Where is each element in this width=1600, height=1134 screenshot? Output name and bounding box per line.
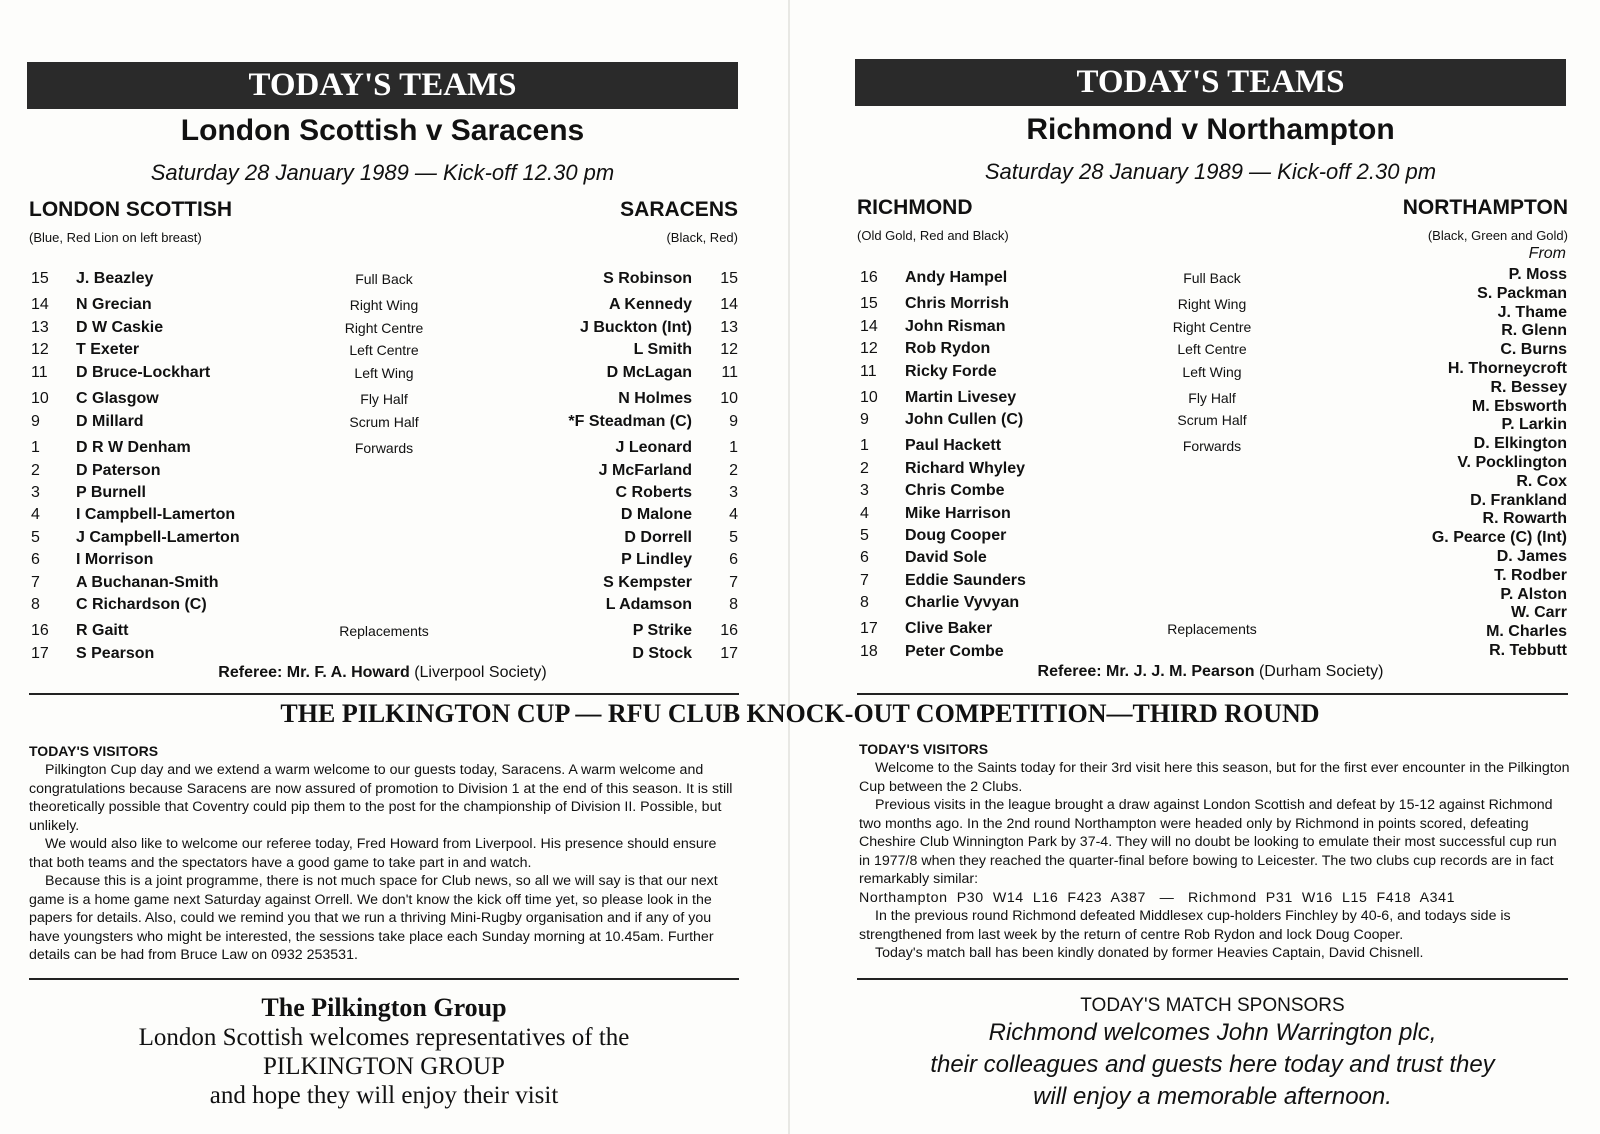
table-row (800, 592, 1360, 614)
squad-player-name: D. Frankland (1470, 491, 1567, 509)
visitors-text (859, 759, 1571, 963)
away-player-name: J Buckton (Int) (580, 319, 692, 336)
player-name: D R W Denham (76, 439, 191, 456)
squad-player-name: P. Alston (1500, 585, 1567, 603)
squad-player-name: T. Rodber (1494, 566, 1567, 584)
player-name: I Morrison (76, 551, 154, 568)
player-name: D Paterson (76, 462, 161, 479)
player-number: 1 (860, 437, 869, 454)
player-number: 5 (860, 527, 869, 544)
home-team-colours: (Blue, Red Lion on left breast) (29, 230, 202, 245)
squad-player-name: P. Larkin (1501, 416, 1567, 434)
player-position: Left Centre (1177, 341, 1247, 357)
player-name: Rob Rydon (905, 340, 991, 357)
player-name: John Cullen (C) (905, 411, 1024, 428)
player-number: 10 (860, 389, 878, 406)
table-row (0, 643, 780, 665)
away-player-name: D Malone (620, 506, 692, 523)
player-number: 17 (31, 645, 49, 662)
table-row (800, 570, 1360, 592)
divider (29, 693, 739, 695)
sponsor-line: PILKINGTON GROUP (263, 1053, 505, 1080)
squad-player-name: V. Pocklington (1457, 454, 1567, 471)
player-position: Fly Half (1188, 390, 1236, 406)
away-player-name: S Kempster (603, 574, 692, 591)
away-player-name: N Holmes (618, 390, 692, 407)
match-title: Richmond v Northampton (1026, 113, 1395, 146)
away-player-number: 7 (729, 574, 738, 591)
paragraph: We would also like to welcome our referee today, Fred Howard from Liverpool. His presence should ensure that both teams and the spectators have a good game to take part in and watch. (29, 836, 717, 871)
away-player-name: S Robinson (603, 270, 692, 287)
away-player-number: 12 (720, 341, 738, 358)
player-number: 11 (31, 364, 48, 381)
sponsor-title: The Pilkington Group (261, 993, 507, 1022)
home-team-colours: (Old Gold, Red and Black) (857, 228, 1009, 243)
player-name: Peter Combe (905, 643, 1004, 660)
table-row (800, 435, 1360, 457)
table-row (0, 482, 780, 504)
away-player-number: 15 (720, 270, 738, 287)
squad-player-name: C. Burns (1500, 341, 1567, 359)
match-date: Saturday 28 January 1989 — Kick-off 2.30 pm (984, 159, 1437, 184)
player-name: Richard Whyley (905, 460, 1026, 477)
squad-player-name: R. Tebbutt (1489, 642, 1567, 659)
away-player-name: L Adamson (605, 596, 692, 613)
away-player-name: L Smith (633, 341, 692, 358)
player-number: 15 (860, 295, 878, 312)
player-number: 6 (860, 549, 869, 566)
away-player-number: 9 (729, 413, 738, 430)
away-player-name: P Lindley (621, 551, 692, 568)
away-player-name: P Strike (632, 622, 692, 639)
player-name: T Exeter (76, 341, 140, 358)
left-page (0, 0, 780, 1134)
table-row (800, 361, 1360, 383)
table-row (0, 317, 780, 339)
table-row (0, 504, 780, 526)
away-player-name: J McFarland (598, 462, 692, 479)
table-row (0, 527, 780, 549)
player-position: Scrum Half (1177, 412, 1247, 428)
away-player-number: 5 (729, 529, 738, 546)
sponsor-line: Richmond welcomes John Warrington plc, (988, 1019, 1437, 1046)
away-player-number: 10 (720, 390, 738, 407)
player-number: 12 (31, 341, 49, 358)
player-position: Right Centre (1172, 319, 1252, 335)
sponsor-line: London Scottish welcomes representatives of the (138, 1024, 630, 1051)
squad-player-name: R. Glenn (1501, 322, 1567, 340)
player-name: D Bruce-Lockhart (76, 364, 211, 381)
club-records: Northampton P30 W14 L16 F423 A387 — Richmond P31 W16 L15 F418 A341 (859, 889, 1456, 906)
referee-line (855, 663, 1566, 681)
referee-name: Referee: Mr. J. J. M. Pearson (1037, 663, 1255, 680)
player-name: J. Beazley (76, 270, 154, 287)
squad-player-name: J. Thame (1497, 303, 1567, 321)
divider (29, 978, 739, 980)
teams-banner: TODAY'S TEAMS (855, 59, 1566, 106)
away-player-name: D Dorrell (624, 529, 692, 546)
player-number: 8 (860, 594, 869, 611)
divider (857, 693, 1568, 695)
away-player-number: 17 (720, 645, 738, 662)
player-number: 3 (860, 482, 869, 499)
table-row (0, 572, 780, 594)
away-player-number: 16 (720, 622, 738, 639)
player-number: 17 (860, 620, 878, 637)
right-page (800, 0, 1600, 1134)
player-position: Fly Half (360, 391, 408, 407)
table-row (0, 594, 780, 616)
table-row (800, 338, 1360, 360)
match-title: London Scottish v Saracens (180, 114, 585, 147)
player-number: 2 (31, 462, 40, 479)
player-position: Right Wing (1177, 296, 1247, 312)
player-number: 11 (860, 363, 877, 380)
referee-line (27, 664, 738, 682)
away-team-colours: (Black, Red) (666, 230, 738, 245)
player-number: 18 (860, 643, 878, 660)
player-position: Full Back (1183, 270, 1241, 286)
table-row (0, 437, 780, 459)
player-number: 7 (31, 574, 40, 591)
player-name: Andy Hampel (905, 269, 1008, 286)
player-name: S Pearson (76, 645, 155, 662)
table-row (0, 294, 780, 316)
squad-player-name: W. Carr (1510, 604, 1567, 622)
table-row (0, 388, 780, 410)
player-number: 2 (860, 460, 869, 477)
table-row (0, 620, 780, 642)
table-row (800, 503, 1360, 525)
paragraph: Pilkington Cup day and we extend a warm welcome to our guests today, Saracens. A warm welcome and congratulations because Saracens are now assured of promotion to Division 1 at the end of this season. It is still theoretically possible that Coventry could pip them to the post for the championship of Division II. Possible, but unlikely. (29, 762, 733, 834)
player-name: John Risman (905, 318, 1006, 335)
player-name: Chris Morrish (905, 295, 1010, 312)
paragraph: Today's match ball has been kindly donated by former Heavies Captain, David Chisnell. (875, 945, 1424, 961)
away-player-number: 6 (729, 551, 738, 568)
player-number: 8 (31, 596, 40, 613)
player-number: 6 (31, 551, 40, 568)
squad-player-name: D. James (1496, 548, 1567, 565)
cup-title: THE PILKINGTON CUP — RFU CLUB KNOCK-OUT COMPETITION—THIRD ROUND (280, 699, 1320, 728)
match-date: Saturday 28 January 1989 — Kick-off 12.30 pm (150, 160, 615, 185)
player-number: 14 (31, 296, 49, 313)
visitors-heading: TODAY'S VISITORS (859, 741, 989, 757)
squad-player-name: D. Elkington (1473, 435, 1567, 453)
away-player-number: 3 (729, 484, 738, 501)
player-number: 16 (860, 269, 878, 286)
sponsor-block (29, 993, 739, 1110)
page-fold (788, 0, 790, 1134)
player-name: D W Caskie (76, 319, 164, 336)
away-player-number: 2 (729, 462, 738, 479)
squad-player-name: S. Packman (1477, 284, 1567, 302)
table-row (0, 339, 780, 361)
squad-player-name: R. Rowarth (1482, 510, 1567, 528)
away-player-name: D Stock (632, 645, 692, 662)
player-number: 10 (31, 390, 49, 407)
player-name: C Glasgow (76, 390, 159, 407)
paragraph: Welcome to the Saints today for their 3rd visit here this season, but for the first ever encounter in the Pilkington Cup between the 2 Clubs. (859, 760, 1570, 795)
player-number: 16 (31, 622, 49, 639)
squad-player-name: M. Charles (1486, 623, 1567, 641)
table-row (800, 293, 1360, 315)
squad-player-name: H. Thorneycroft (1447, 360, 1567, 377)
away-team-name: NORTHAMPTON (1402, 196, 1568, 219)
player-position: Forwards (354, 440, 414, 456)
table-row (800, 525, 1360, 547)
player-name: I Campbell-Lamerton (76, 506, 236, 523)
referee-name: Referee: Mr. F. A. Howard (218, 664, 410, 681)
squad-player-name: G. Pearce (C) (Int) (1431, 529, 1567, 547)
table-row (800, 547, 1360, 569)
squad-player-name: P. Moss (1508, 266, 1567, 283)
player-name: N Grecian (76, 296, 152, 313)
player-name: Paul Hackett (905, 437, 1002, 454)
paragraph: Because this is a joint programme, there is not much space for Club news, so all we will say is that our next game is a home game next Saturday against Orrell. We don't know the kick off time yet, so please look in the papers for details. Also, could we remind you that we run a thriving Mini-Rugby organisation and if any of you have youngsters who might be interested, the sessions take place each Sunday morning at 10.45am. Further details can be had from Bruce Law on 0932 253531. (29, 873, 718, 963)
away-team-name: SARACENS (620, 198, 738, 221)
away-player-number: 4 (729, 506, 738, 523)
player-number: 5 (31, 529, 40, 546)
player-number: 1 (31, 439, 40, 456)
table-row (800, 618, 1360, 640)
player-number: 4 (31, 506, 40, 523)
player-name: Eddie Saunders (905, 572, 1026, 589)
away-player-number: 8 (729, 596, 738, 613)
referee-society: (Liverpool Society) (414, 664, 547, 681)
visitors-heading: TODAY'S VISITORS (29, 743, 159, 759)
paragraph: In the previous round Richmond defeated Middlesex cup-holders Finchley by 40-6, and todays side is strengthened from last week by the return of centre Rob Rydon and lock Doug Cooper. (859, 908, 1511, 943)
table-row (0, 362, 780, 384)
table-row (800, 458, 1360, 480)
table-row (0, 411, 780, 433)
squad-player-name: R. Cox (1516, 472, 1567, 490)
sponsor-line: their colleagues and guests here today and trust they (930, 1051, 1495, 1078)
table-row (800, 267, 1360, 289)
away-player-number: 1 (729, 439, 738, 456)
player-name: Doug Cooper (905, 527, 1007, 544)
player-position: Replacements (1167, 621, 1257, 637)
sponsor-line: and hope they will enjoy their visit (209, 1082, 559, 1109)
player-number: 9 (31, 413, 40, 430)
player-position: Left Centre (349, 342, 419, 358)
player-number: 13 (31, 319, 49, 336)
sponsor-heading: TODAY'S MATCH SPONSORS (1080, 995, 1345, 1016)
table-row (800, 409, 1360, 431)
player-position: Forwards (1182, 438, 1242, 454)
player-number: 3 (31, 484, 40, 501)
away-player-name: D McLagan (606, 364, 692, 381)
player-number: 12 (860, 340, 878, 357)
home-team-name: RICHMOND (857, 196, 973, 219)
player-name: David Sole (905, 549, 987, 566)
away-player-name: C Roberts (615, 484, 692, 501)
sponsor-block (857, 995, 1568, 1113)
player-position: Left Wing (354, 365, 414, 381)
away-player-name: J Leonard (615, 439, 692, 456)
referee-society: (Durham Society) (1258, 663, 1384, 680)
player-number: 15 (31, 270, 49, 287)
table-row (800, 641, 1360, 663)
player-position: Right Wing (349, 297, 419, 313)
player-position: Scrum Half (349, 414, 419, 430)
player-name: Ricky Forde (905, 363, 997, 380)
player-number: 14 (860, 318, 878, 335)
table-row (0, 460, 780, 482)
visitors-text (29, 761, 741, 965)
home-team-name: LONDON SCOTTISH (29, 198, 232, 221)
teams-banner: TODAY'S TEAMS (27, 62, 738, 109)
player-name: C Richardson (C) (76, 596, 207, 613)
divider (857, 978, 1568, 980)
away-player-name: A Kennedy (609, 296, 692, 313)
sponsor-line: will enjoy a memorable afternoon. (1033, 1083, 1392, 1110)
player-name: A Buchanan-Smith (76, 574, 219, 591)
away-team-colours: (Black, Green and Gold) (1427, 228, 1568, 243)
away-player-number: 11 (721, 364, 738, 381)
player-number: 7 (860, 572, 869, 589)
player-name: Martin Livesey (905, 389, 1017, 406)
away-player-name: *F Steadman (C) (568, 413, 692, 430)
player-name: J Campbell-Lamerton (76, 529, 240, 546)
player-position: Right Centre (344, 320, 424, 336)
table-row (0, 268, 780, 290)
player-number: 4 (860, 505, 869, 522)
player-number: 9 (860, 411, 869, 428)
player-name: Mike Harrison (905, 505, 1011, 522)
table-row (800, 387, 1360, 409)
table-row (800, 316, 1360, 338)
player-name: P Burnell (76, 484, 146, 501)
player-position: Left Wing (1182, 364, 1242, 380)
player-position: Full Back (355, 271, 413, 287)
player-position: Replacements (339, 623, 429, 639)
paragraph: Previous visits in the league brought a draw against London Scottish and defeat by 15-12 against Richmond two months ago. In the 2nd round Northampton were headed only by Richmond in points scored, defeating Cheshire Club Winnington Park by 37-4. They will no doubt be looking to emulate their most successful cup run in 1977/8 when they reached the quarter-final before bowing to Leicester. The two clubs cup records are in fact remarkably similar: (859, 797, 1557, 887)
player-name: R Gaitt (76, 622, 129, 639)
player-name: Chris Combe (905, 482, 1005, 499)
player-name: Charlie Vyvyan (905, 594, 1020, 611)
player-name: Clive Baker (905, 620, 993, 637)
squad-from-label: From (1528, 245, 1566, 262)
squad-player-name: M. Ebsworth (1471, 397, 1567, 415)
away-player-number: 14 (720, 296, 738, 313)
squad-player-name: R. Bessey (1490, 378, 1567, 396)
table-row (0, 549, 780, 571)
player-name: D Millard (76, 413, 144, 430)
away-player-number: 13 (720, 319, 738, 336)
table-row (800, 480, 1360, 502)
